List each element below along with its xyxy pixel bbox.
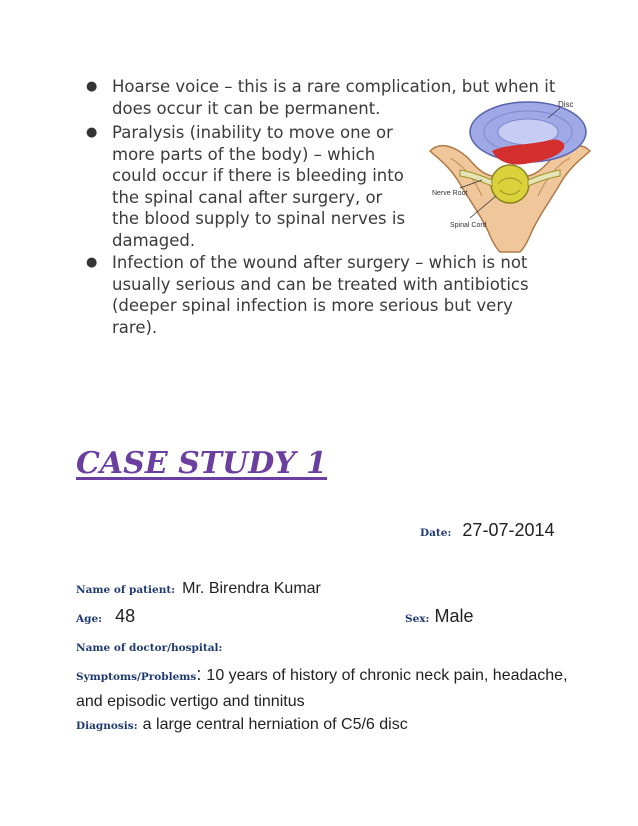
sex-row <box>405 606 474 627</box>
case-study-title: CASE STUDY 1 <box>76 446 328 481</box>
sex-label: Sex: <box>405 613 430 625</box>
bullet-icon: ● <box>86 255 98 270</box>
age-label: Age: <box>76 613 103 625</box>
age-row <box>76 606 135 627</box>
list-item-text: Infection of the wound after surgery – which is not usually serious and can be treated with antibiotics (deeper spinal infection is more serious but very rare). <box>112 253 529 337</box>
disc-label: Disc <box>558 100 574 109</box>
spine-herniation-illustration <box>420 96 600 256</box>
bullet-icon: ● <box>86 79 98 94</box>
patient-name-row <box>76 578 321 598</box>
date-row <box>420 520 555 541</box>
date-value: 27-07-2014 <box>462 520 555 540</box>
list-item-text: Hoarse voice – this is a rare complication, but when it does occur it can be permanent. <box>112 77 556 118</box>
spinal-cord-shape <box>491 165 529 203</box>
doctor-row <box>76 636 222 655</box>
sex-value: Male <box>434 606 474 626</box>
nerve-root-label: Nerve Root <box>432 190 468 197</box>
patient-name-value: Mr. Birendra Kumar <box>182 580 321 597</box>
list-item-text: Paralysis (inability to move one or more parts of the body) – which could occur if there is bleeding into the spinal canal after surgery, or the blood supply to spinal nerves is damaged. <box>112 123 406 250</box>
diagnosis-value: a large central herniation of C5/6 disc <box>142 716 408 733</box>
date-label: Date: <box>420 527 452 539</box>
age-value: 48 <box>115 606 136 626</box>
diagnosis-label: Diagnosis: <box>76 720 138 732</box>
doctor-label: Name of doctor/hospital: <box>76 642 223 654</box>
bullet-icon: ● <box>86 125 98 140</box>
symptoms-colon: : <box>196 664 202 684</box>
list-item-infection <box>86 252 552 338</box>
patient-name-label: Name of patient: <box>76 584 176 596</box>
diagnosis-row <box>76 714 408 734</box>
spinal-cord-label: Spinal Cord <box>450 222 487 229</box>
symptoms-row <box>76 662 576 714</box>
symptoms-label: Symptoms/Problems <box>76 671 197 683</box>
list-item-paralysis <box>86 122 412 251</box>
symptoms-value: 10 years of history of chronic neck pain, headache, and episodic vertigo and tinnitus <box>76 667 568 710</box>
